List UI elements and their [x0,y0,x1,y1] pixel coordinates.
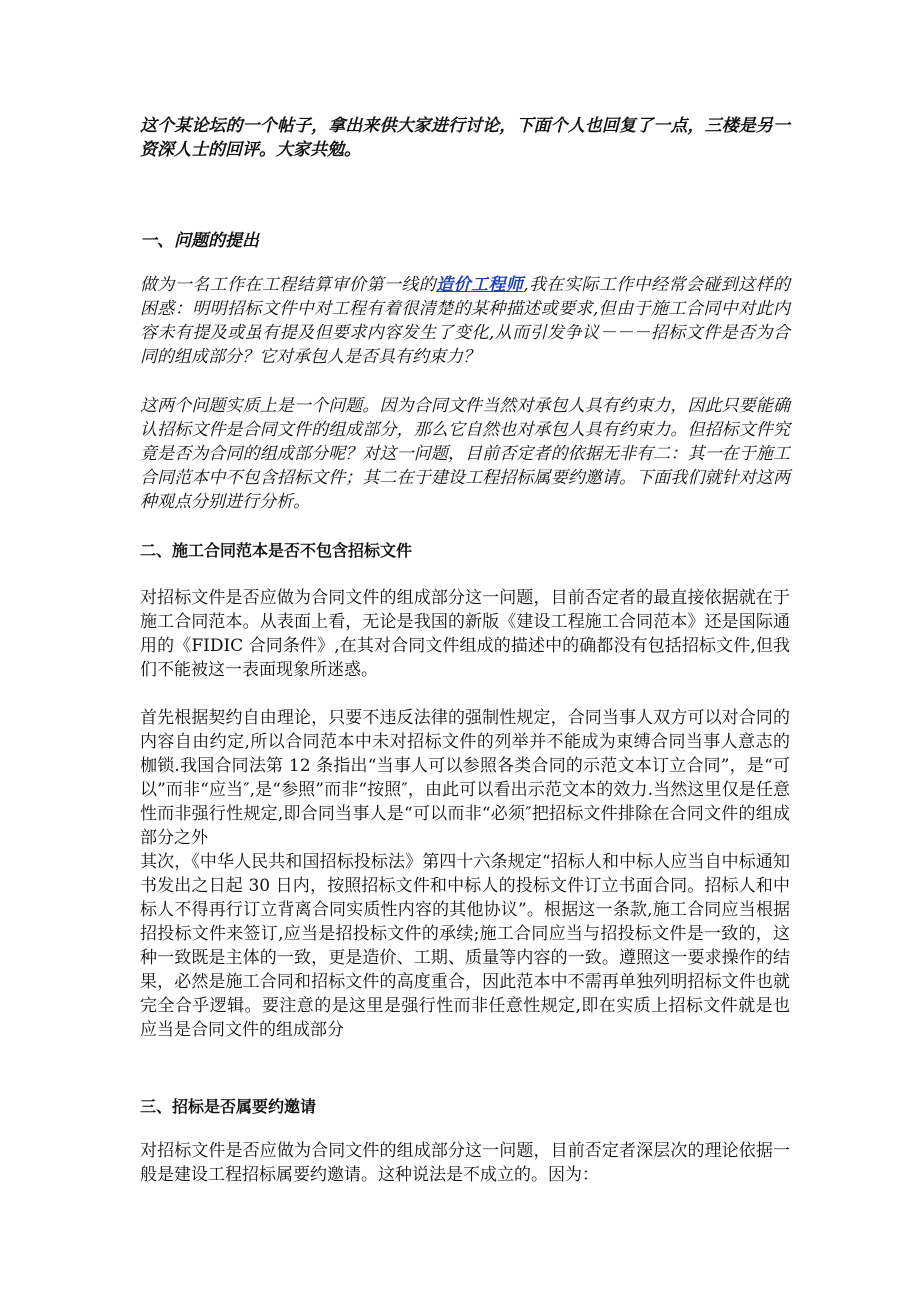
paragraph-text: 做为一名工作在工程结算审价第一线的 [140,275,437,295]
section-2-paragraph-1: 对招标文件是否应做为合同文件的组成部分这一问题，目前否定者的最直接依据就在于施工合同范本。从表面上看，无论是我国的新版《建设工程施工合同范本》还是国际通用的《FIDIC 合同条件》,在其对合同文件组成的描述中的确都没有包括招标文件,但我们不能被这一表面现象所迷惑。 [140,588,790,680]
paragraph-text: ,我在实际工作中经常会碰到这样的困惑：明明招标文件中对工程有着很清楚的某种描述或要求,但由于施工合同中对此内容未有提及或虽有提及但要求内容发生了变化,从而引发争议－－－招标文件是否为合同的组成部分？它对承包人是否具有约束力？ [140,275,791,367]
intro-paragraph: 这个某论坛的一个帖子，拿出来供大家进行讨论，下面个人也回复了一点，三楼是另一资深人士的回评。大家共勉。 [140,116,790,160]
section-1-heading: 一、问题的提出 [140,231,259,251]
section-2-heading: 二、施工合同范本是否不包含招标文件 [140,541,413,560]
section-2-paragraph-3: 其次，《中华人民共和国招标投标法》第四十六条规定“招标人和中标人应当自中标通知书发出之日起 30 日内，按照招标文件和中标人的投标文件订立书面合同。招标人和中标人不得再行订立背离合同实质性内容的其他协议”。根据这一条款,施工合同应当根据招投标文件来签订,应当是招投标文件的承续;施工合同应当与招投标文件是一致的，这种一致既是主体的一致，更是造价、工期、质量等内容的一致。遵照这一要求操作的结果，必然是施工合同和招标文件的高度重合，因此范本中不需再单独列明招标文件也就完全合乎逻辑。要注意的是这里是强行性而非任意性规定,即在实质上招标文件就是也应当是合同文件的组成部分 [140,852,790,1040]
section-2-paragraph-2: 首先根据契约自由理论，只要不违反法律的强制性规定，合同当事人双方可以对合同的内容自由约定,所以合同范本中未对招标文件的列举并不能成为束缚合同当事人意志的枷锁.我国合同法第 12 条指出“当事人可以参照各类合同的示范文本订立合同”，是“可以”而非“应当″,是“参照”而非“按照″，由此可以看出示范文本的效力.当然这里仅是任意性而非强行性规定,即合同当事人是“可以而非“必须″把招标文件排除在合同文件的组成部分之外 [140,708,790,848]
section-1-paragraph-2: 这两个问题实质上是一个问题。因为合同文件当然对承包人具有约束力，因此只要能确认招标文件是合同文件的组成部分，那么它自然也对承包人具有约束力。但招标文件究竟是否为合同的组成部分呢？对这一问题，目前否定者的依据无非有二：其一在于施工合同范本中不包含招标文件；其二在于建设工程招标属要约邀请。下面我们就针对这两种观点分别进行分析。 [140,396,790,512]
section-1-paragraph-1 [140,273,790,369]
section-3-heading: 三、招标是否属要约邀请 [140,1097,317,1116]
cost-engineer-link[interactable]: 造价工程师 [436,275,524,295]
section-3-paragraph-1: 对招标文件是否应做为合同文件的组成部分这一问题，目前否定者深层次的理论依据一般是建设工程招标属要约邀请。这种说法是不成立的。因为： [140,1141,790,1185]
